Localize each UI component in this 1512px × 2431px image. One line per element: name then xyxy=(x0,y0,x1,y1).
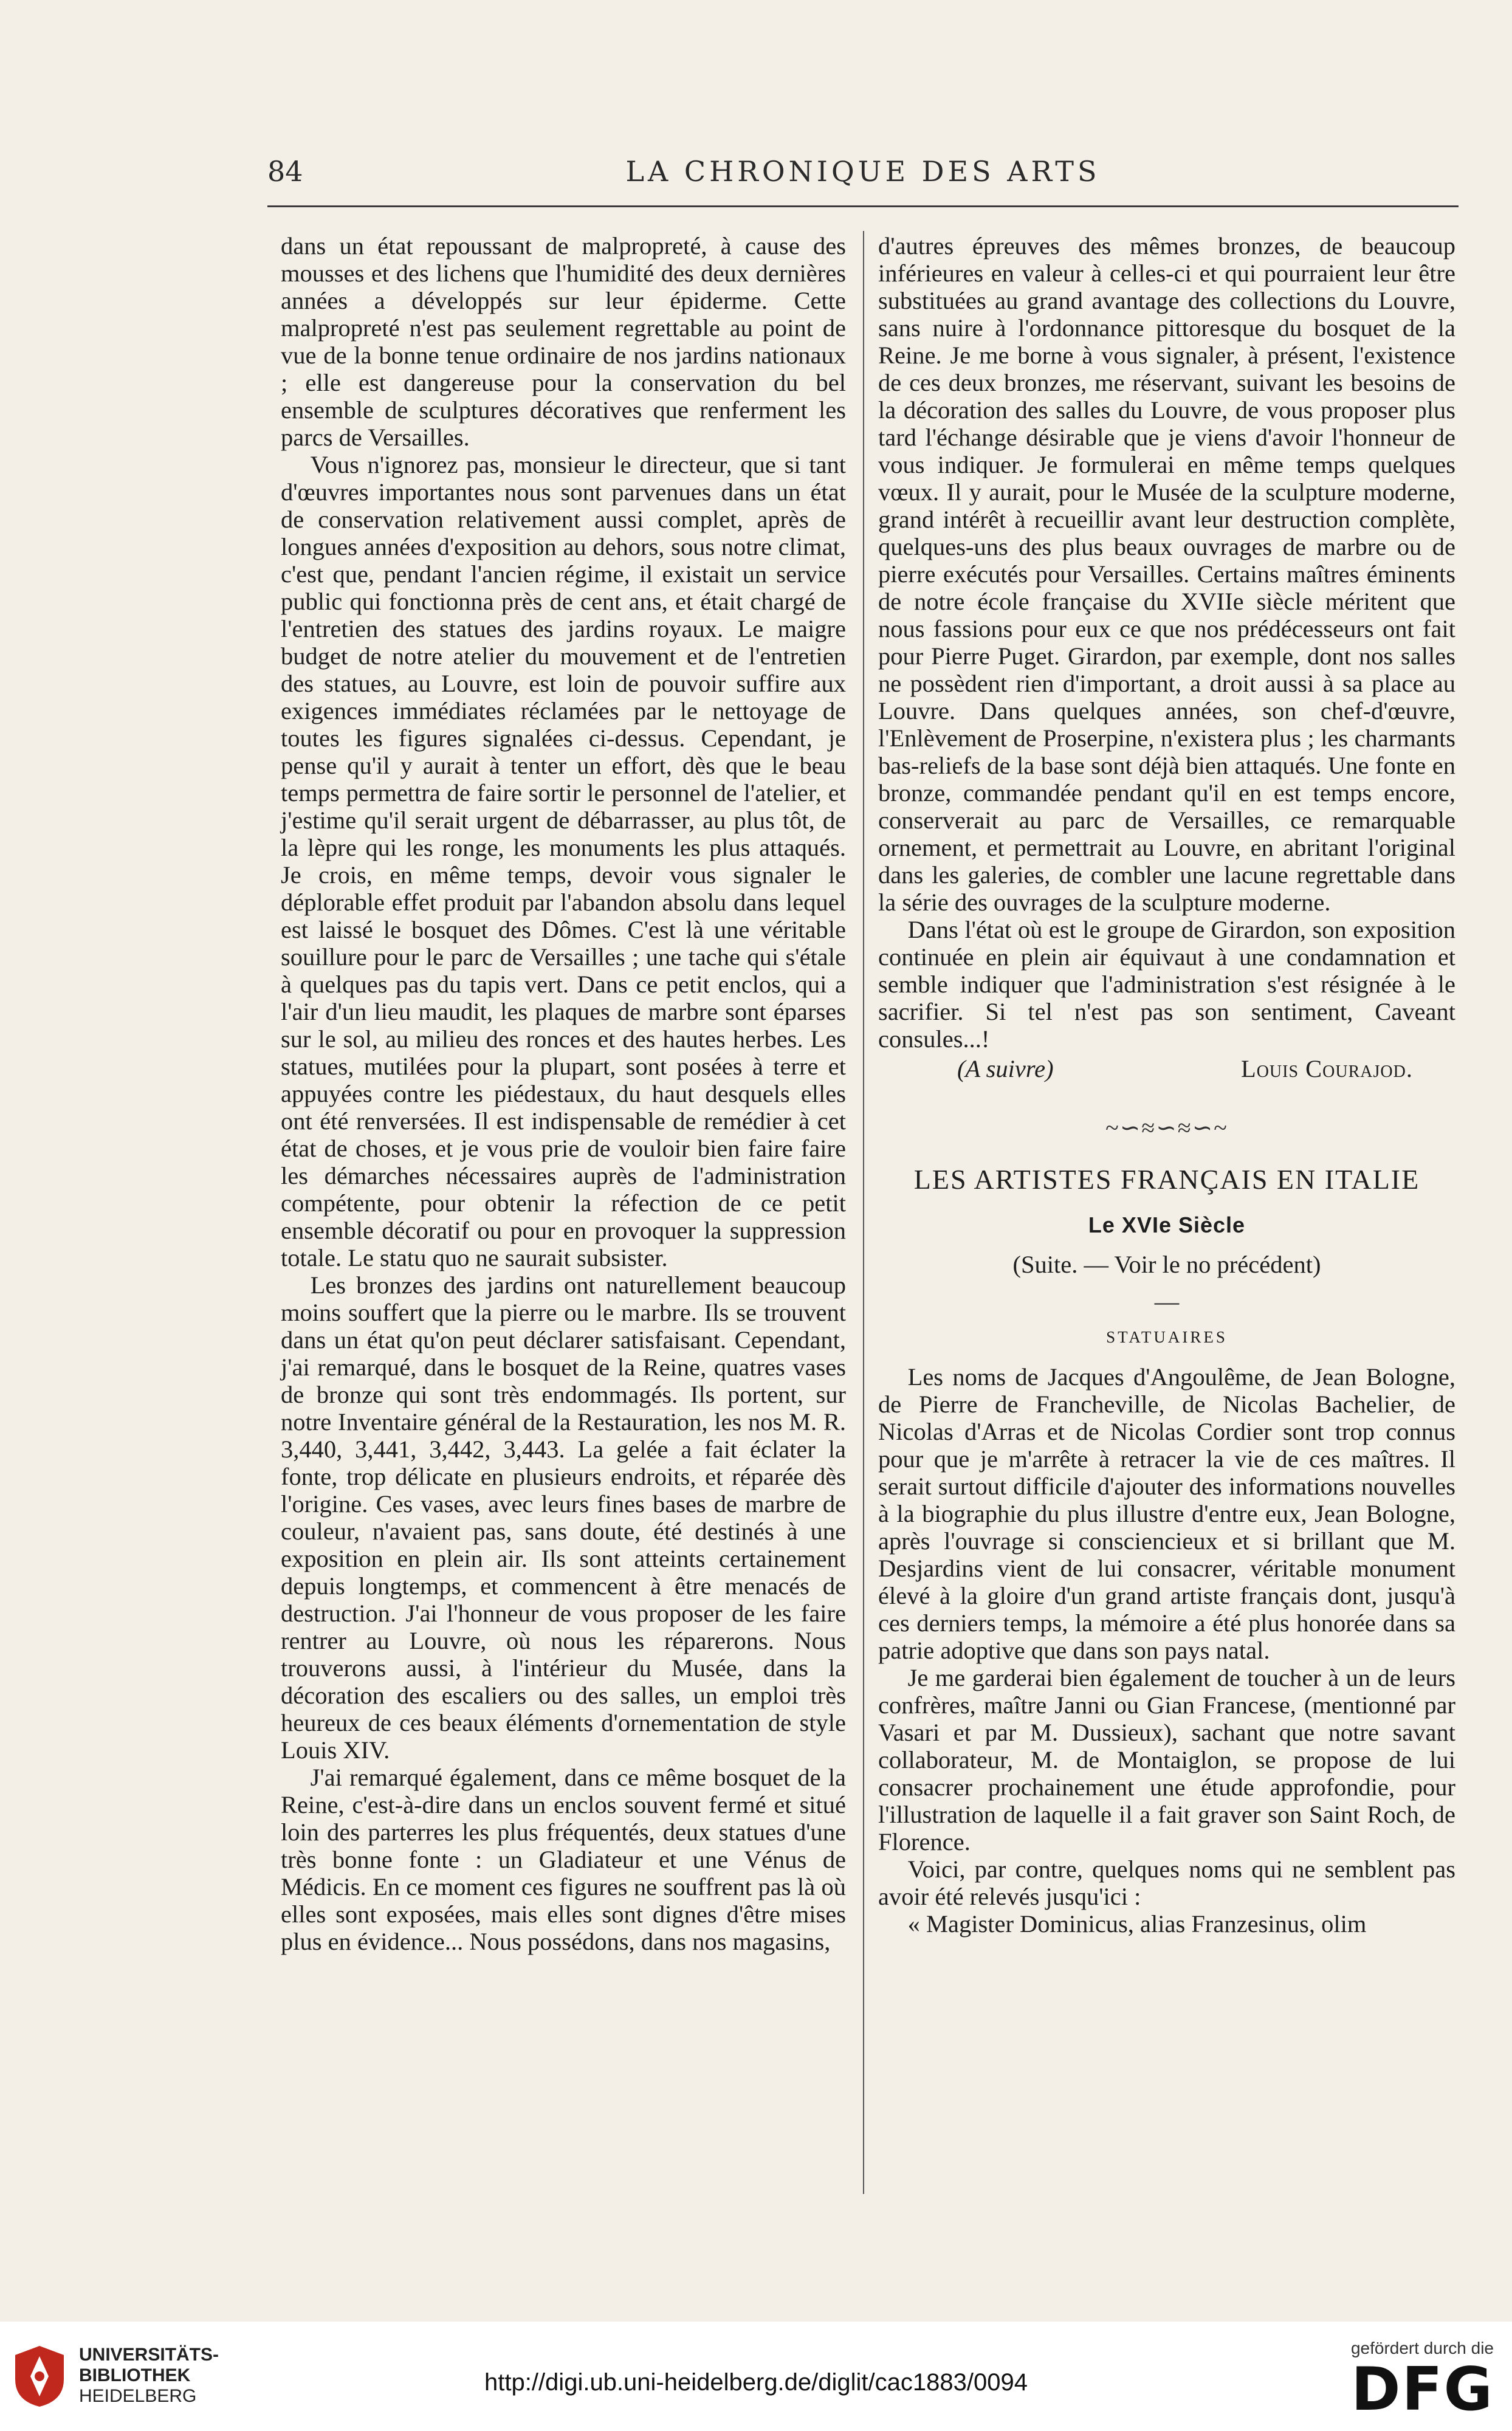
permalink-url[interactable]: http://digi.ub.uni-heidelberg.de/diglit/cac1883/0094 xyxy=(484,2369,1028,2396)
paragraph: « Magister Dominicus, alias Franzesinus, olim xyxy=(907,1910,1367,1938)
dfg-logo: DFG xyxy=(1351,2355,1494,2424)
funded-by-label: gefördert durch die xyxy=(1350,2339,1494,2357)
library-line: HEIDELBERG xyxy=(79,2386,197,2406)
right-column xyxy=(878,232,1455,1938)
section-note: (Suite. — Voir le no précédent) xyxy=(1012,1251,1321,1278)
journal-title: LA CHRONIQUE DES ARTS xyxy=(625,155,1101,188)
signature-line xyxy=(878,1055,1455,1082)
paragraph: J'ai remarqué également, dans ce même bosquet de la Reine, c'est-à-dire dans un enclos souvent fermé et situé loin des parterres les plus fréquentés, deux statues d'une très bonne fonte : un Gladiateur et une Vénus de Médicis. En ce moment ces figures ne souffrent pas là où elles sont exposées, mais elles sont dignes d'être mises plus en évidence... Nous possédons, dans nos magasins, xyxy=(281,1764,846,1955)
section-dash: — xyxy=(1154,1288,1180,1315)
section-title: LES ARTISTES FRANÇAIS EN ITALIE xyxy=(913,1164,1420,1195)
paragraph: dans un état repoussant de malpropreté, à cause des mousses et des lichens que l'humidité des deux dernières années a développés sur leur épiderme. Cette malpropreté n'est pas seulement regrettable au point de vue de la bonne tenue ordinaire de nos jardins nationaux ; elle est dangereuse pour la conservation du bel ensemble de sculptures décoratives que renferment les parcs de Versailles. xyxy=(281,232,846,451)
section-heading: STATUAIRES xyxy=(1106,1328,1228,1346)
header-rule xyxy=(267,205,1459,207)
page-header xyxy=(267,155,1459,198)
ornament-divider: ~∽≈∽≈∽~ xyxy=(1105,1114,1228,1141)
paragraph: Vous n'ignorez pas, monsieur le directeur, que si tant d'œuvres importantes nous sont parvenues dans un état de conservation relativement aussi complet, après de longues années d'exposition au dehors, sous notre climat, c'est que, pendant l'ancien régime, il existait un service public qui fonctionna près de cent ans, et était chargé de l'entretien des statues des jardins royaux. Le maigre budget de notre atelier du mouvement et de l'entretien des statues, au Louvre, est loin de pouvoir suffire aux exigences immédiates réclamées par le nettoyage de toutes les figures signalées ci-dessus. Cependant, je pense qu'il y aurait à tenter un effort, dès que le beau temps permettra de faire sortir le personnel de l'atelier, et j'estime qu'il serait urgent de débarrasser, au plus tôt, de la lèpre qui les ronge, les monuments les plus attaqués. Je crois, en même temps, devoir vous signaler le déplorable effet produit par l'abandon absolu dans lequel est laissé le bosquet des Dômes. C'est là une véritable souillure pour le parc de Versailles ; une tache qui s'étale à quelques pas du tapis vert. Dans ce petit enclos, qui a l'air d'un lieu maudit, les plaques de marbre sont éparses sur le sol, au milieu des ronces et des hautes herbes. Les statues, mutilées pour la plupart, sont posées à terre et appuyées contre les piédestaux, du haut desquels elles ont été renversées. Il est indispensable de remédier à cet état de choses, et je vous prie de vouloir bien faire faire les démarches nécessaires auprès de l'administration compétente, pour obtenir la réfection de ce petit ensemble décoratif ou pour en provoquer la suppression totale. Le statu quo ne saurait subsister. xyxy=(281,451,846,1271)
column-divider xyxy=(863,231,864,2194)
paragraph: Dans l'état où est le groupe de Girardon, son exposition continuée en plein air équivaut à une condamnation et semble indiquer que l'administration s'est résignée à le sacrifier. Si tel n'est pas son sentiment, Caveant consules...! xyxy=(878,916,1455,1053)
library-line: UNIVERSITÄTS- xyxy=(79,2345,219,2365)
paragraph: Je me garderai bien également de toucher à un de leurs confrères, maître Janni ou Gian Francese, (mentionné par Vasari et par M. Dussieux), sachant que notre savant collaborateur, M. de Montaiglon, se propose de lui consacrer prochainement une étude approfondie, pour l'illustration de laquelle il a fait graver son Saint Roch, de Florence. xyxy=(878,1664,1455,1855)
paragraph: d'autres épreuves des mêmes bronzes, de beaucoup inférieures en valeur à celles-ci et qui pourraient leur être substituées au grand avantage des collections du Louvre, sans nuire à l'ordonnance pittoresque du bosquet de la Reine. Je me borne à vous signaler, à présent, l'existence de ces deux bronzes, me réservant, suivant les besoins de la décoration des salles du Louvre, de vous proposer plus tard l'échange désirable que je viens d'avoir l'honneur de vous indiquer. Je formulerai en même temps quelques vœux. Il y aurait, pour le Musée de la sculpture moderne, grand intérêt à recueillir avant leur destruction complète, quelques-uns des plus beaux ouvrages de marbre ou de pierre exécutés pour Versailles. Certains maîtres éminents de notre école française du XVIIe siècle méritent que nous fassions pour eux ce que nos prédécesseurs ont fait pour Pierre Puget. Girardon, par exemple, dont nos salles ne possèdent rien d'important, a droit aussi à sa place au Louvre. Dans quelques années, son chef-d'œuvre, l'Enlèvement de Proserpine, n'existera plus ; les charmants bas-reliefs de la base sont déjà bien attaqués. Une fonte en bronze, commandée pendant qu'il en est temps encore, conserverait au parc de Versailles, ce remarquable ornement, et permettrait au Louvre, en abritant l'original dans les galeries, de combler une lacune regrettable dans la série des ouvrages de la sculpture moderne. xyxy=(878,232,1455,916)
section-subtitle: Le XVIe Siècle xyxy=(1088,1212,1246,1237)
footer-bar xyxy=(0,2322,1512,2431)
to-be-continued: (A suivre) xyxy=(957,1055,1054,1082)
library-line: BIBLIOTHEK xyxy=(79,2365,191,2385)
page-number: 84 xyxy=(267,155,303,188)
author-signature: Louis Courajod. xyxy=(1240,1055,1413,1082)
paragraph: Voici, par contre, quelques noms qui ne semblent pas avoir été relevés jusqu'ici : xyxy=(878,1855,1455,1910)
left-column xyxy=(281,232,846,1955)
paragraph: Les bronzes des jardins ont naturellement beaucoup moins souffert que la pierre ou le marbre. Ils se trouvent dans un état qu'on peut déclarer satisfaisant. Cependant, j'ai remarqué, dans le bosquet de la Reine, quatres vases de bronze qui sont très endommagés. Ils portent, sur notre Inventaire général de la Restauration, les nos M. R. 3,440, 3,441, 3,442, 3,443. La gelée a fait éclater la fonte, trop délicate en plusieurs endroits, et réparée dès l'origine. Ces vases, avec leurs fines bases de marbre de couleur, n'avaient pas, sans doute, été destinés à une exposition en plein air. Ils sont atteints certainement depuis longtemps, et commencent à être menacés de destruction. J'ai l'honneur de vous proposer de les faire rentrer au Louvre, où nous les réparerons. Nous trouverons aussi, à l'intérieur du Musée, dans la décoration des escaliers ou des salles, un emploi très heureux de ces beaux éléments d'ornementation de style Louis XIV. xyxy=(281,1271,846,1764)
paragraph: Les noms de Jacques d'Angoulême, de Jean Bologne, de Pierre de Francheville, de Nicolas Bachelier, de Nicolas d'Arras et de Nicolas Cordier sont trop connus pour que je m'arrête à retracer la vie de ces maîtres. Il serait surtout difficile d'ajouter des informations nouvelles à la biographie du plus illustre d'entre eux, Jean Bologne, après l'ouvrage si consciencieux et si brillant que M. Desjardins vient de lui consacrer, véritable monument élevé à la gloire d'un grand artiste français dont, jusqu'à ces derniers temps, la mémoire a été plus honorée dans sa patrie adoptive que dans son pays natal. xyxy=(878,1363,1455,1664)
